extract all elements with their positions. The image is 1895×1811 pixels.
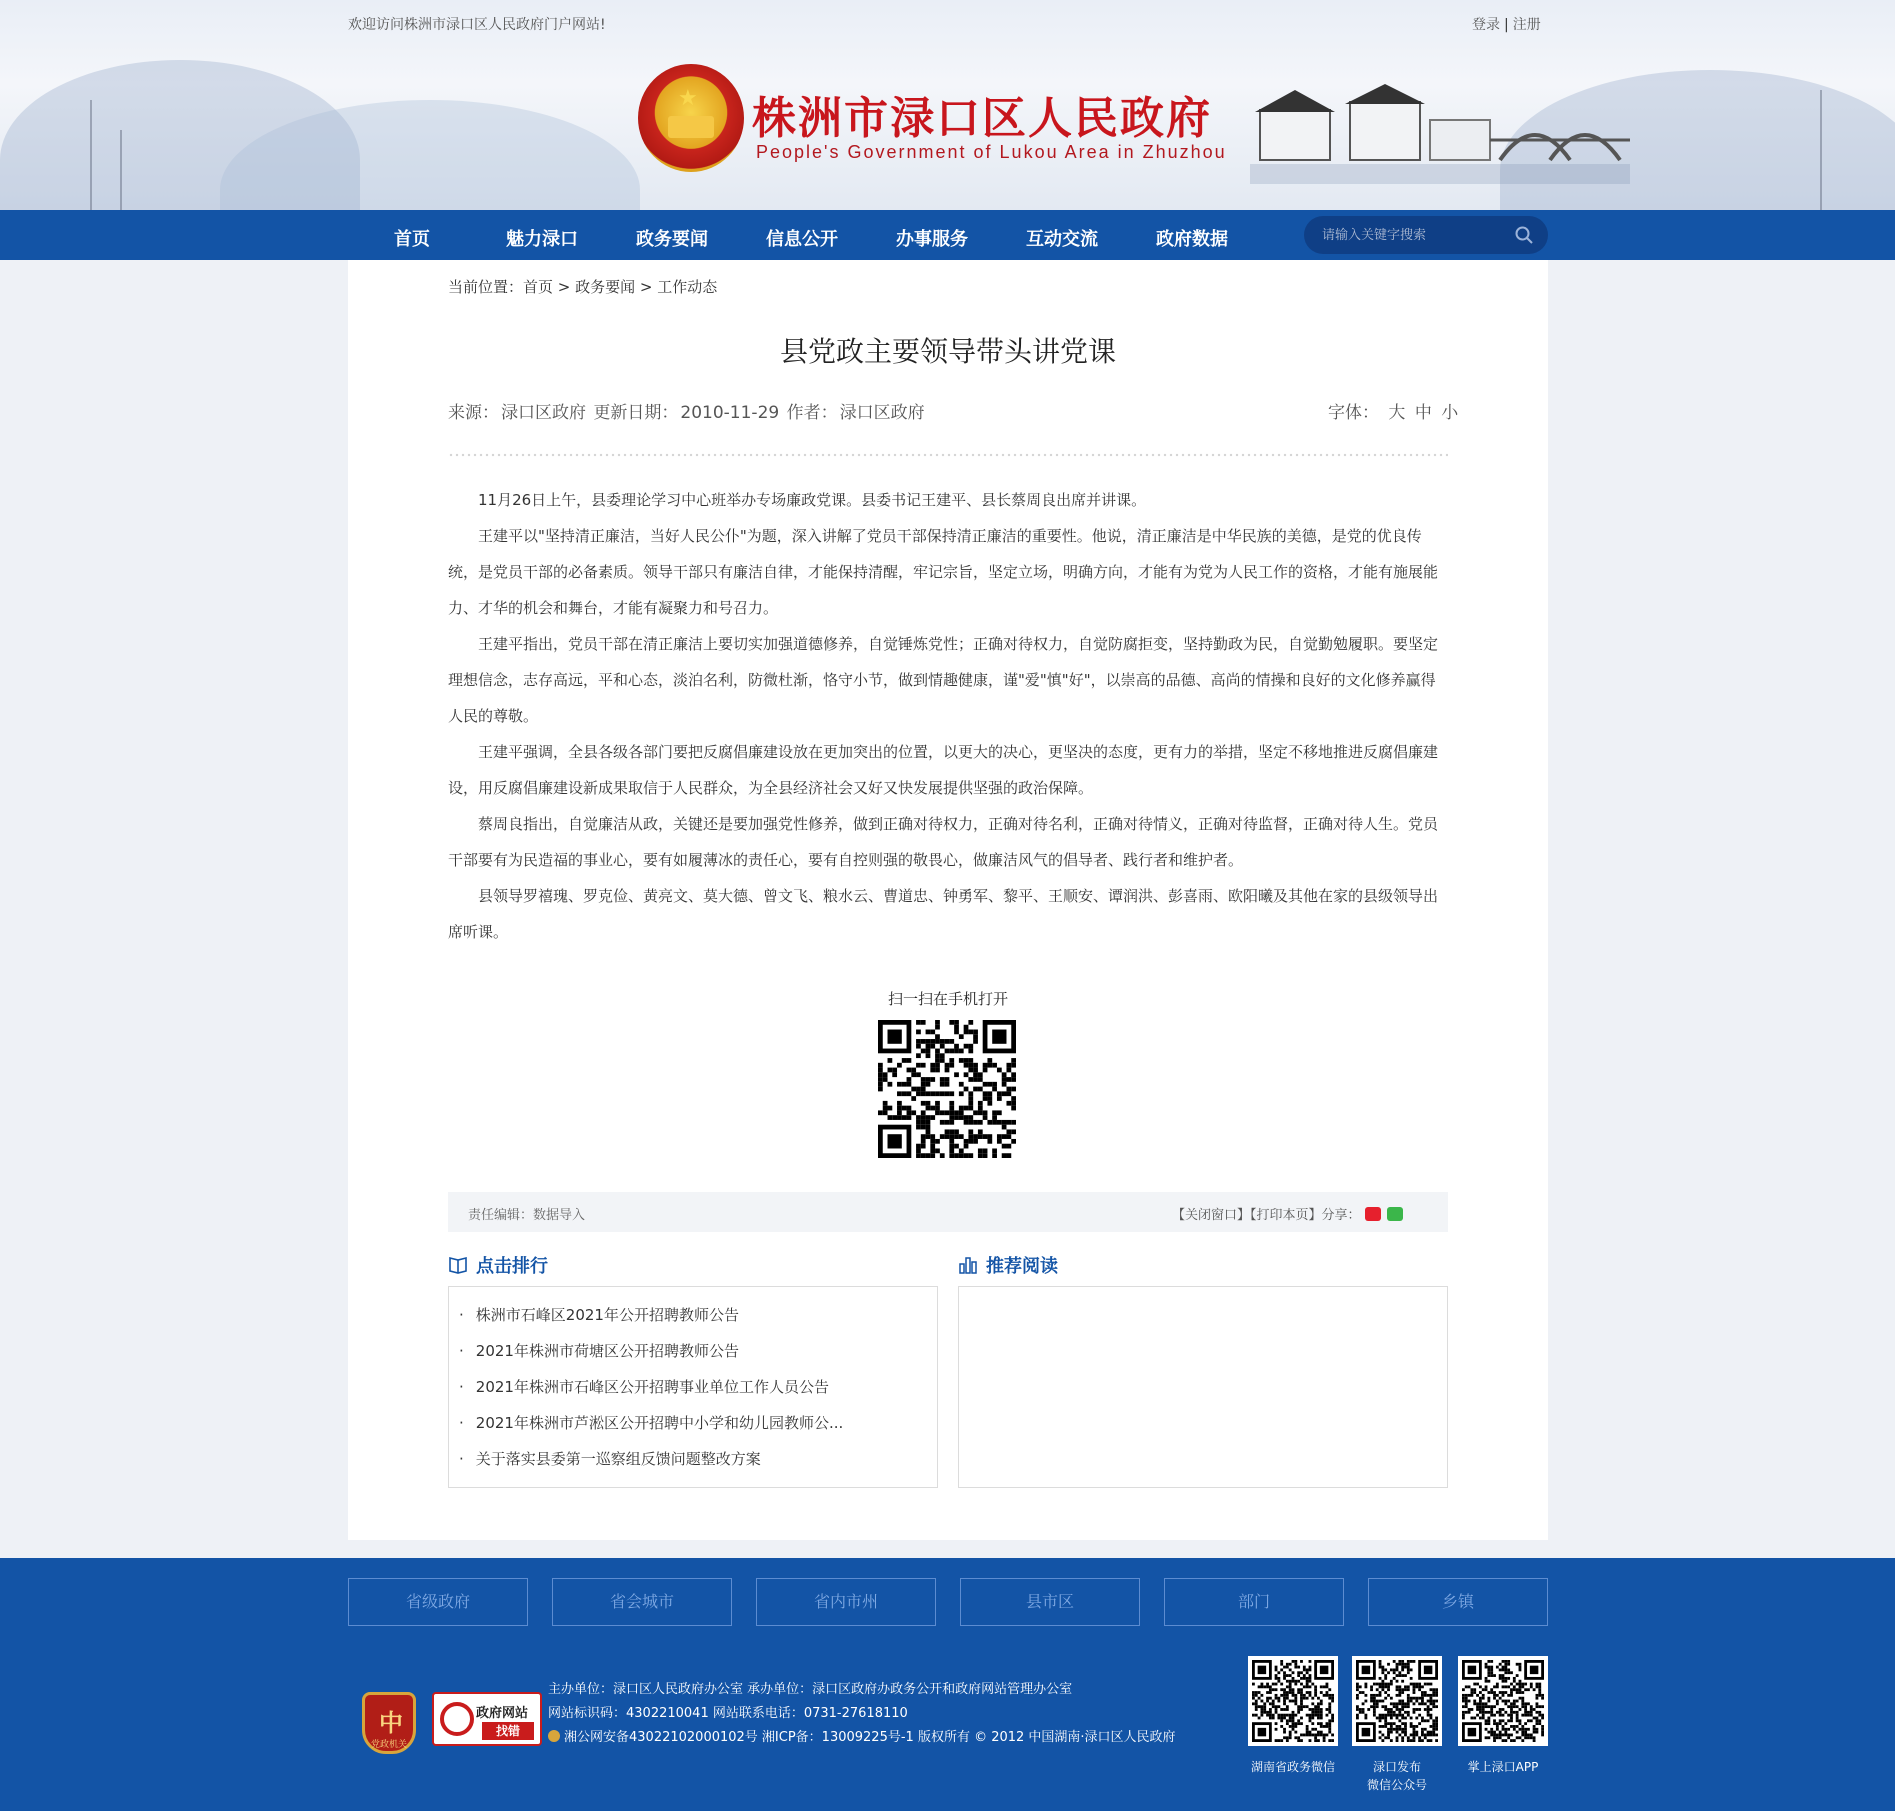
breadcrumb-separator: > [553,278,576,296]
tree-decoration [120,130,122,210]
rank-item[interactable]: · 2021年株洲市荷塘区公开招聘教师公告 [459,1333,927,1369]
badge1-text: 党政机关 [370,1740,407,1750]
dotted-divider [448,452,1448,458]
footer-link-provincial-gov[interactable]: 省级政府 [348,1578,528,1626]
site-footer [0,1558,1895,1811]
breadcrumb-work-updates[interactable]: 工作动态 [657,278,718,296]
qr-code-icon [878,1020,1016,1158]
rank-item[interactable]: · 关于落实县委第一巡察组反馈问题整改方案 [459,1441,927,1477]
auth-links: 登录 | 注册 [1472,17,1541,33]
article-title: 县党政主要领导带头讲党课 [779,335,1116,368]
footer-link-prefectures[interactable]: 省内市州 [756,1578,936,1626]
rank-list [449,1287,937,1487]
wechat-share-icon[interactable] [1387,1207,1403,1221]
search-icon[interactable] [1514,225,1534,245]
article-body [448,482,1448,950]
breadcrumb-home[interactable]: 首页 [523,278,554,296]
article-paragraph: 王建平指出，党员干部在清正廉洁上要切实加强道德修养，自觉锤炼党性；正确对待权力，自觉防腐拒变，坚持勤政为民，自觉勤勉履职。要坚定理想信念，志存高远，平和心态，淡泊名利，防微杜渐，恪守小节，做到情趣健康，谨"爱"慎"好"，以崇高的品德、高尚的情操和良好的文化修养赢得人民的尊敬。 [448,635,1439,725]
article-paragraph: 王建平以"坚持清正廉洁，当好人民公仆"为题，深入讲解了党员干部保持清正廉洁的重要性。他说，清正廉洁是中华民族的美德，是党的优良传统，是党员干部的必备素质。领导干部只有廉洁自律，才能保持清醒，牢记宗旨，坚定立场，明确方向，才能有为党为人民工作的资格，才能有施展能力、才华的机会和舞台，才能有凝聚力和号召力。 [448,527,1439,617]
search-input[interactable] [1322,225,1502,245]
article-tools [1172,1204,1403,1223]
date-label: 更新日期： [593,403,679,423]
welcome-text: 欢迎访问株洲市渌口区人民政府门户网站! [348,17,606,33]
qr-hunan-wechat-icon [1248,1656,1338,1746]
bar-chart-icon [958,1254,978,1274]
party-government-badge[interactable]: 中 党政机关 [362,1692,416,1754]
article-meta [448,398,927,423]
tree-decoration [90,100,92,210]
book-icon [448,1254,468,1274]
article-paragraph: 王建平强调，全县各级各部门要把反腐倡廉建设放在更加突出的位置，以更大的决心，更坚决的态度，更有力的举措，坚定不移地推进反腐倡廉建设，用反腐倡廉建设新成果取信于人民群众，为全县经济社会又好又快发展提供坚强的政治保障。 [448,743,1439,797]
qr-label-lukou-app: 掌上渌口APP [1467,1760,1539,1774]
share-label: 分享： [1321,1208,1361,1223]
article-paragraph: 县领导罗禧瑰、罗克俭、黄亮文、莫大德、曾文飞、粮水云、曹道忠、钟勇军、黎平、王顺安、谭润洪、彭喜雨、欧阳曦及其他在家的县级领导出席听课。 [448,887,1439,941]
register-link[interactable]: 注册 [1512,17,1541,33]
magnifier-icon [440,1702,474,1736]
breadcrumb [448,276,717,297]
content-card [348,260,1548,1540]
font-size-control [1328,398,1458,423]
search-box [1304,216,1548,254]
breadcrumb-government-news[interactable]: 政务要闻 [575,278,636,296]
qr-lukou-app-icon [1458,1656,1548,1746]
site-title: 株洲市渌口区人民政府 [752,93,1212,144]
editor-bar [448,1192,1448,1232]
rank-item[interactable]: · 2021年株洲市芦淞区公开招聘中小学和幼儿园教师公... [459,1405,927,1441]
article-paragraph: 11月26日上午，县委理论学习中心班举办专场廉政党课。县委书记王建平、县长蔡周良出席并讲课。 [478,491,1147,509]
footer-icp: 湘公网安备43022102000102号 湘ICP备：13009225号-1 版权所有 © 2012 中国湖南·渌口区人民政府 [548,1726,1176,1750]
qr-label-hunan: 湖南省政务微信 [1250,1760,1335,1774]
nav-interaction[interactable]: 互动交流 [1026,229,1098,250]
rank-section-title: 点击排行 [476,1256,548,1277]
login-link[interactable]: 登录 [1472,17,1500,33]
footer-link-towns[interactable]: 乡镇 [1368,1578,1548,1626]
police-badge-icon [548,1730,560,1742]
editor-value: 数据导入 [533,1208,586,1223]
nav-home[interactable]: 首页 [394,229,430,250]
article-paragraph: 蔡周良指出，自觉廉洁从政，关键还是要加强党性修养，做到正确对待权力，正确对待名利，正确对待情义，正确对待监督，正确对待人生。党员干部要有为民造福的事业心，要有如履薄冰的责任心，要有自控则强的敬畏心，做廉洁风气的倡导者、践行者和维护者。 [448,815,1439,869]
national-emblem-icon: ★ [638,64,744,172]
footer-site-id: 网站标识码：4302210041 网站联系电话：0731-27618110 [548,1706,908,1721]
date-value: 2010-11-29 [680,403,780,423]
nav-government-news[interactable]: 政务要闻 [636,229,708,250]
editor-info [468,1204,585,1223]
site-header [0,0,1895,210]
footer-link-counties[interactable]: 县市区 [960,1578,1140,1626]
footer-link-capital-cities[interactable]: 省会城市 [552,1578,732,1626]
main-nav [0,210,1895,260]
badge2-line1: 政府网站 [476,1706,529,1721]
font-size-label: 字体： [1328,403,1379,423]
editor-label: 责任编辑： [468,1208,534,1223]
qr-label: 扫一扫在手机打开 [887,990,1008,1008]
font-medium-button[interactable]: 中 [1414,403,1432,423]
badge2-line2: 找错 [482,1722,534,1740]
qr-lukou-wechat-icon [1352,1656,1442,1746]
close-window-button[interactable]: 【关闭窗口】 [1172,1208,1251,1223]
nav-charm-lukou[interactable]: 魅力渌口 [506,229,578,250]
recommend-box [958,1286,1448,1488]
nav-services[interactable]: 办事服务 [896,229,968,250]
site-subtitle: People's Government of Lukou Area in Zhuzhou [756,142,1227,162]
print-page-button[interactable]: 【打印本页】 [1250,1208,1322,1223]
rank-item[interactable]: · 株洲市石峰区2021年公开招聘教师公告 [459,1297,927,1333]
footer-info [548,1678,1176,1750]
recommend-section-title: 推荐阅读 [986,1256,1058,1277]
source-label: 来源： [448,403,499,423]
rank-box [448,1286,938,1488]
nav-info-disclosure[interactable]: 信息公开 [766,229,838,250]
font-large-button[interactable]: 大 [1388,403,1406,423]
footer-organizer: 主办单位：渌口区人民政府办公室 承办单位：渌口区政府办政务公开和政府网站管理办公室 [548,1682,1073,1697]
nav-government-data[interactable]: 政府数据 [1156,229,1228,250]
rank-item[interactable]: · 2021年株洲市石峰区公开招聘事业单位工作人员公告 [459,1369,927,1405]
author-value: 渌口区政府 [839,403,925,423]
breadcrumb-separator: > [635,278,658,296]
footer-link-departments[interactable]: 部门 [1164,1578,1344,1626]
tree-decoration [1820,90,1822,210]
font-small-button[interactable]: 小 [1441,403,1459,423]
report-error-badge[interactable] [432,1692,542,1746]
weibo-share-icon[interactable] [1365,1207,1381,1221]
breadcrumb-prefix: 当前位置： [448,278,524,296]
source-value: 渌口区政府 [501,403,586,423]
author-label: 作者： [786,403,838,423]
qr-label-lukou-wechat: 渌口发布 微信公众号 [1366,1760,1427,1792]
village-illustration [1250,80,1630,190]
